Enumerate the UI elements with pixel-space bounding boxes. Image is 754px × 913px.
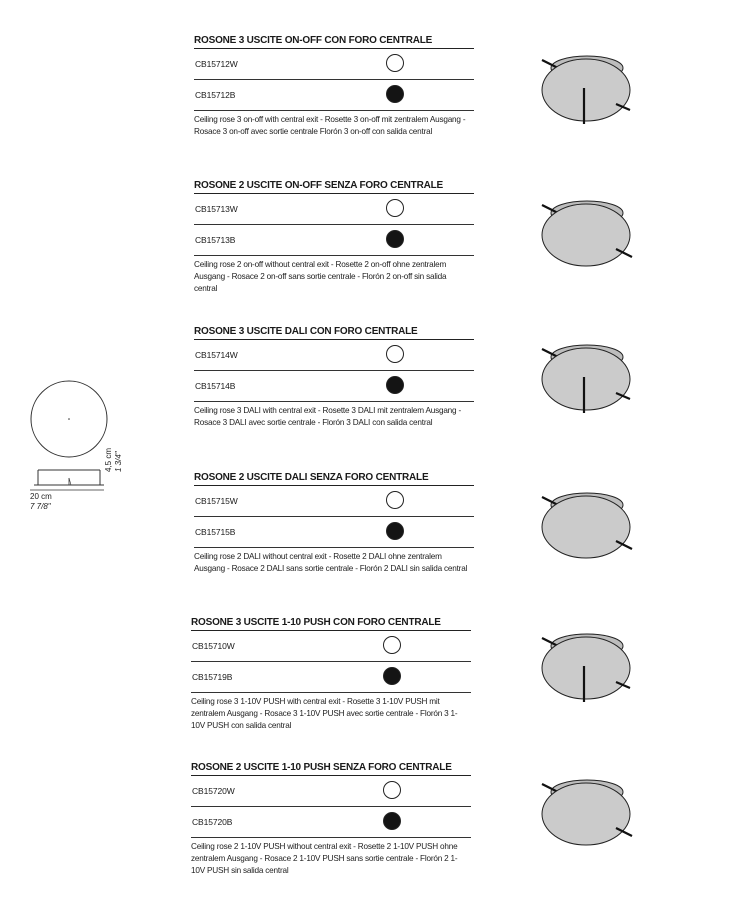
variant-row <box>194 194 474 225</box>
product-code: CB15712W <box>195 59 238 69</box>
variant-row <box>194 340 474 371</box>
section-title: ROSONE 2 USCITE DALI SENZA FORO CENTRALE <box>194 471 474 486</box>
white-finish-swatch <box>383 636 401 654</box>
product-section <box>191 761 471 877</box>
variant-row <box>194 80 474 111</box>
diameter-cm: 20 cm <box>30 492 52 501</box>
product-description: Ceiling rose 2 1-10V PUSH without central exit - Rosette 2 1-10V PUSH ohne zentralem Ausgang - Rosace 2 1-10V PUSH sans sortie centrale - Florón 2 1-10V PUSH sin salida central <box>191 842 458 875</box>
product-description: Ceiling rose 2 on-off without central exit - Rosette 2 on-off ohne zentralem Ausgang - Rosace 2 on-off sans sortie centrale - Florón 2 on-off sin salida central <box>194 260 447 293</box>
product-section <box>194 325 474 429</box>
ceiling-rose-3-exit-icon <box>532 52 642 136</box>
product-code: CB15712B <box>195 90 236 100</box>
variant-row <box>191 807 471 838</box>
white-finish-swatch <box>383 781 401 799</box>
ceiling-rose-2-exit-icon <box>532 776 642 860</box>
white-finish-swatch <box>386 54 404 72</box>
black-finish-swatch <box>383 812 401 830</box>
height-cm: 4,5 cm <box>104 447 113 472</box>
product-code: CB15714B <box>195 381 236 391</box>
white-finish-swatch <box>386 345 404 363</box>
variant-row <box>191 662 471 693</box>
variant-row <box>191 631 471 662</box>
ceiling-rose-3-exit-icon <box>532 341 642 425</box>
variant-row <box>191 776 471 807</box>
product-section <box>194 179 474 295</box>
section-title: ROSONE 2 USCITE ON-OFF SENZA FORO CENTRALE <box>194 179 474 194</box>
product-code: CB15713W <box>195 204 238 214</box>
white-finish-swatch <box>386 491 404 509</box>
product-section <box>194 34 474 138</box>
black-finish-swatch <box>386 230 404 248</box>
black-finish-swatch <box>386 85 404 103</box>
product-description: Ceiling rose 2 DALI without central exit - Rosette 2 DALI ohne zentralem Ausgang - Rosace 2 DALI sans sortie centrale - Florón 2 DALI sin salida central <box>194 552 468 573</box>
variant-row <box>194 49 474 80</box>
product-description: Ceiling rose 3 on-off with central exit - Rosette 3 on-off mit zentralem Ausgang - Rosace 3 on-off avec sortie centrale Florón 3 on-off con salida central <box>194 115 466 136</box>
section-title: ROSONE 3 USCITE 1-10 PUSH CON FORO CENTRALE <box>191 616 471 631</box>
product-code: CB15720W <box>192 786 235 796</box>
section-title: ROSONE 3 USCITE ON-OFF CON FORO CENTRALE <box>194 34 474 49</box>
height-in: 1 3/4" <box>114 451 123 472</box>
variant-row <box>194 517 474 548</box>
diameter-in: 7 7/8" <box>30 502 51 511</box>
dimension-drawing <box>20 380 140 515</box>
product-description: Ceiling rose 3 DALI with central exit - Rosette 3 DALI mit zentralem Ausgang - Rosace 3 DALI avec sortie centrale - Florón 3 DALI con salida central <box>194 406 461 427</box>
product-section <box>191 616 471 732</box>
product-code: CB15713B <box>195 235 236 245</box>
product-code: CB15715B <box>195 527 236 537</box>
variant-row <box>194 371 474 402</box>
white-finish-swatch <box>386 199 404 217</box>
variant-row <box>194 225 474 256</box>
product-code: CB15719B <box>192 672 233 682</box>
product-description: Ceiling rose 3 1-10V PUSH with central exit - Rosette 3 1-10V PUSH mit zentralem Ausgang - Rosace 3 1-10V PUSH avec sortie centrale - Florón 3 1-10V PUSH con salida central <box>191 697 458 730</box>
section-title: ROSONE 2 USCITE 1-10 PUSH SENZA FORO CENTRALE <box>191 761 471 776</box>
ceiling-rose-2-exit-icon <box>532 197 642 281</box>
product-code: CB15714W <box>195 350 238 360</box>
ceiling-rose-2-exit-icon <box>532 489 642 573</box>
product-section <box>194 471 474 575</box>
section-title: ROSONE 3 USCITE DALI CON FORO CENTRALE <box>194 325 474 340</box>
black-finish-swatch <box>383 667 401 685</box>
product-code: CB15720B <box>192 817 233 827</box>
black-finish-swatch <box>386 522 404 540</box>
product-code: CB15710W <box>192 641 235 651</box>
black-finish-swatch <box>386 376 404 394</box>
variant-row <box>194 486 474 517</box>
ceiling-rose-3-exit-icon <box>532 630 642 714</box>
product-code: CB15715W <box>195 496 238 506</box>
